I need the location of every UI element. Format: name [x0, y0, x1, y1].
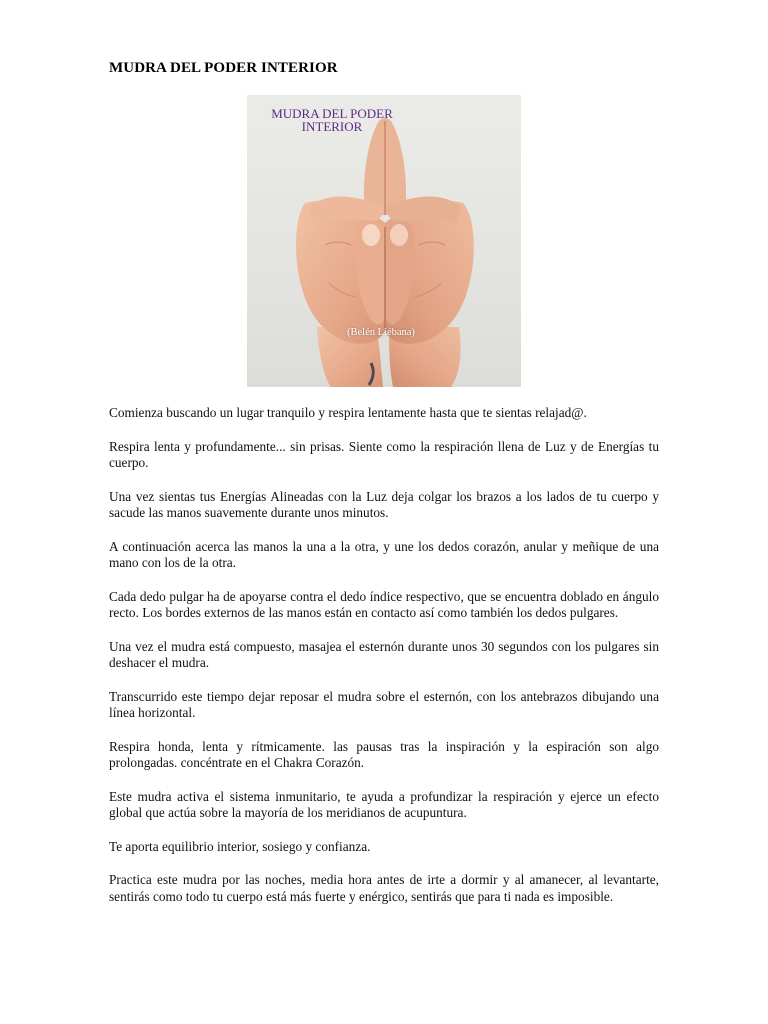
mudra-photo	[247, 95, 521, 387]
hands-mudra-illustration	[247, 95, 521, 387]
paragraph: Una vez sientas tus Energías Alineadas con la Luz deja colgar los brazos a los lados de tu cuerpo y sacude las manos suavemente durante unos minutos.	[109, 488, 659, 520]
photo-caption-line-2: INTERIOR	[301, 119, 363, 134]
paragraph: Transcurrido este tiempo dejar reposar el mudra sobre el esternón, con los antebrazos dibujando una línea horizontal.	[109, 688, 659, 720]
photo-credit: (Belén Liébana)	[347, 327, 415, 338]
paragraph: Una vez el mudra está compuesto, masajea el esternón durante unos 30 segundos con los pulgares sin deshacer el mudra.	[109, 638, 659, 670]
page-title: MUDRA DEL PODER INTERIOR	[109, 60, 338, 76]
paragraph: Practica este mudra por las noches, media hora antes de irte a dormir y al amanecer, al levantarte, sentirás como todo tu cuerpo está más fuerte y enérgico, sentirás que para ti nada es imposible.	[109, 872, 659, 904]
body-text	[109, 405, 659, 922]
paragraph: Este mudra activa el sistema inmunitario, te ayuda a profundizar la respiración y ejerce un efecto global que actúa sobre la mayoría de los meridianos de acupuntura.	[109, 788, 659, 820]
paragraph: Comienza buscando un lugar tranquilo y respira lentamente hasta que te sientas relajad@.	[109, 405, 587, 420]
paragraph: Te aporta equilibrio interior, sosiego y confianza.	[109, 838, 371, 854]
paragraph: A continuación acerca las manos la una a la otra, y une los dedos corazón, anular y meñique de una mano con los de la otra.	[109, 538, 659, 570]
photo-caption-line-1: MUDRA DEL PODER	[271, 106, 393, 121]
paragraph: Respira lenta y profundamente... sin prisas. Siente como la respiración llena de Luz y de Energías tu cuerpo.	[109, 438, 659, 470]
paragraph: Cada dedo pulgar ha de apoyarse contra el dedo índice respectivo, que se encuentra doblado en ángulo recto. Los bordes externos de las manos están en contacto así como también los dedos pulgares.	[109, 588, 659, 620]
photo-caption	[248, 107, 416, 133]
paragraph: Respira honda, lenta y rítmicamente. las pausas tras la inspiración y la espiración son algo prolongadas. concéntrate en el Chakra Corazón.	[109, 738, 659, 770]
